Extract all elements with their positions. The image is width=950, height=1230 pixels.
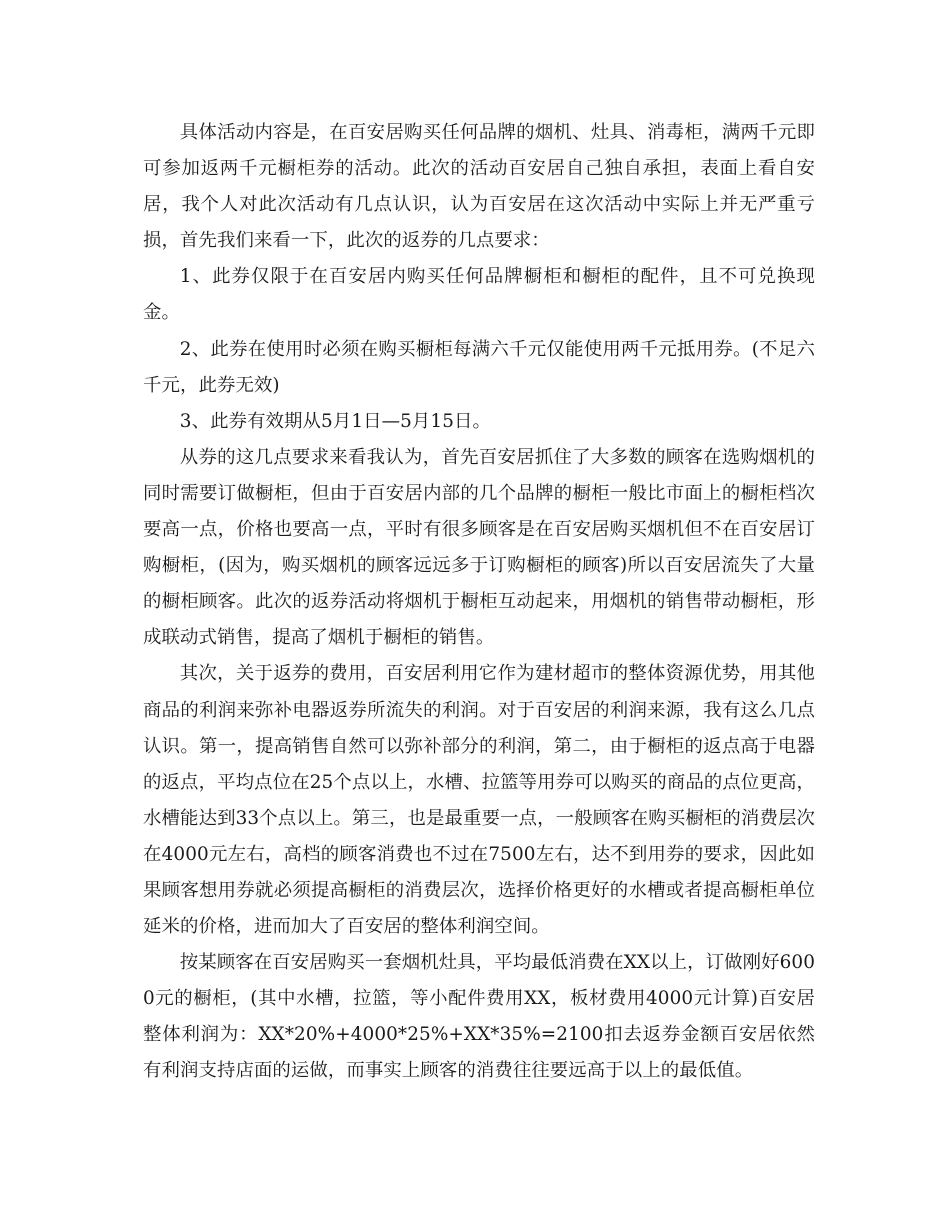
paragraph-analysis-2: 其次，关于返券的费用，百安居利用它作为建材超市的整体资源优势，用其他商品的利润来弥补电器返券所流失的利润。对于百安居的利润来源，我有这么几点认识。第一，提高销售自然可以弥补部分的利润，第二，由于橱柜的返点高于电器的返点，平均点位在25个点以上，水槽、拉篮等用券可以购买的商品的点位更高，水槽能达到33个点以上。第三，也是最重要一点，一般顾客在购买橱柜的消费层次在4000元左右，高档的顾客消费也不过在7500左右，达不到用券的要求，因此如果顾客想用券就必须提高橱柜的消费层次，选择价格更好的水槽或者提高橱柜单位延米的价格，进而加大了百安居的整体利润空间。: [143, 663, 815, 938]
paragraph-activity-intro: 具体活动内容是，在百安居购买任何品牌的烟机、灶具、消毒柜，满两千元即可参加返两千元橱柜券的活动。此次的活动百安居自己独自承担，表面上看自安居，我个人对此次活动有几点认识，认为百安居在这次活动中实际上并无严重亏损，首先我们来看一下，此次的返券的几点要求：: [143, 122, 815, 252]
paragraph-requirement-3: 3、此券有效期从5月1日—5月15日。: [179, 410, 491, 432]
paragraph-analysis-1: 从券的这几点要求来看我认为，首先百安居抓住了大多数的顾客在选购烟机的同时需要订做橱柜，但由于百安居内部的几个品牌的橱柜一般比市面上的橱柜档次要高一点，价格也要高一点，平时有很多顾客是在百安居购买烟机但不在百安居订购橱柜，(因为，购买烟机的顾客远远多于订购橱柜的顾客)所以百安居流失了大量的橱柜顾客。此次的返券活动将烟机于橱柜互动起来，用烟机的销售带动橱柜，形成联动式销售，提高了烟机于橱柜的销售。: [143, 446, 815, 649]
paragraph-requirement-1: 1、此券仅限于在百安居内购买任何品牌橱柜和橱柜的配件，且不可兑换现金。: [143, 266, 815, 324]
paragraph-profit-calculation: 按某顾客在百安居购买一套烟机灶具，平均最低消费在XX以上，订做刚好6000元的橱柜，(其中水槽，拉篮，等小配件费用XX，板材费用4000元计算)百安居整体利润为：XX*20%+4000*25%+XX*35%=2100扣去返券金额百安居依然有利润支持店面的运做，而事实上顾客的消费往往要远高于以上的最低值。: [143, 952, 815, 1082]
document-body: [143, 115, 815, 1090]
paragraph-requirement-2: 2、此券在使用时必须在购买橱柜每满六千元仅能使用两千元抵用券。(不足六千元，此券无效): [143, 338, 815, 396]
